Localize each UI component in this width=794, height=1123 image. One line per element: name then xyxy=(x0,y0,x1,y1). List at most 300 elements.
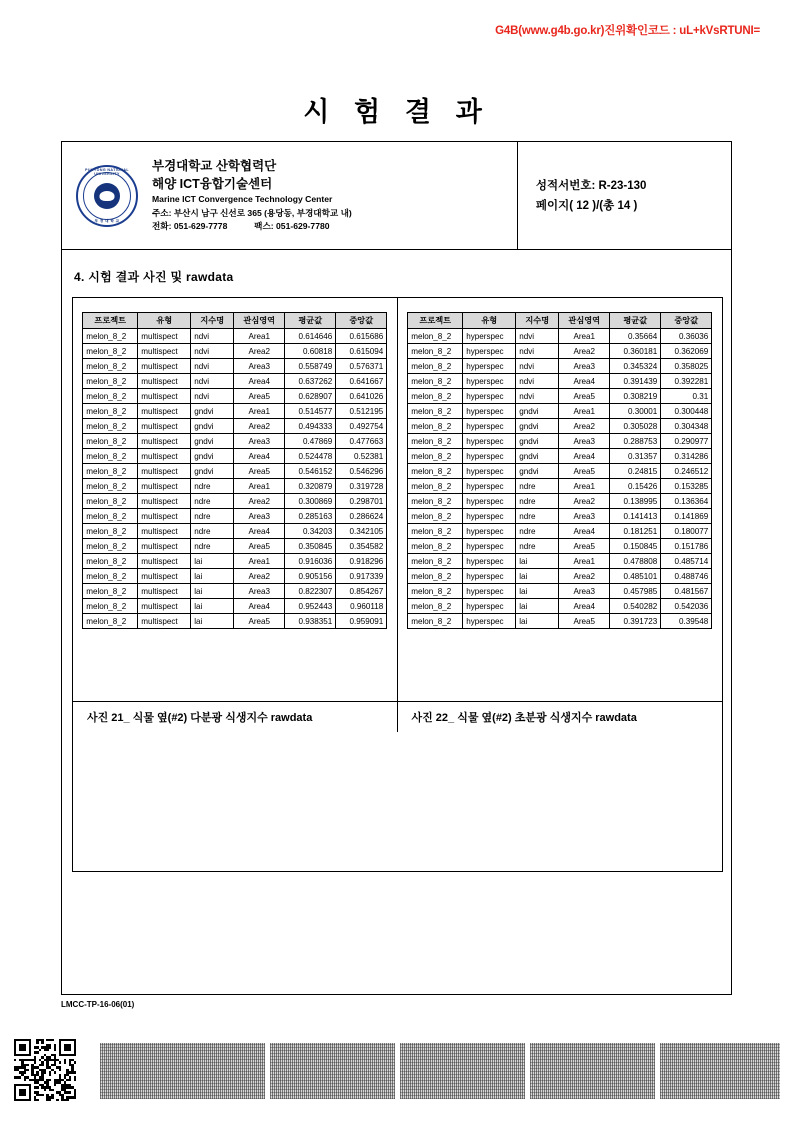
table-cell-type: hyperspec xyxy=(463,389,516,404)
org-name-line1: 부경대학교 산학협력단 xyxy=(152,159,277,174)
table-cell-area: Area5 xyxy=(234,614,285,629)
table-cell-area: Area1 xyxy=(559,404,610,419)
table-cell-proj: melon_8_2 xyxy=(408,464,463,479)
table-cell-type: hyperspec xyxy=(463,554,516,569)
table-cell-area: Area1 xyxy=(234,329,285,344)
table-cell-area: Area1 xyxy=(559,479,610,494)
table-cell-mean: 0.391723 xyxy=(610,614,661,629)
table-cell-area: Area3 xyxy=(559,584,610,599)
table-cell-proj: melon_8_2 xyxy=(408,524,463,539)
table-cell-med: 0.304348 xyxy=(661,419,712,434)
table-row xyxy=(408,404,712,419)
table-cell-area: Area1 xyxy=(234,404,285,419)
table-cell-proj: melon_8_2 xyxy=(408,329,463,344)
form-number: LMCC-TP-16-06(01) xyxy=(61,1000,135,1009)
organization-block xyxy=(62,142,517,249)
table-cell-med: 0.354582 xyxy=(336,539,387,554)
col-project: 프로젝트 xyxy=(83,313,138,329)
table-cell-idx: ndre xyxy=(516,509,559,524)
table-cell-mean: 0.952443 xyxy=(285,599,336,614)
table-cell-idx: ndre xyxy=(516,524,559,539)
table-cell-proj: melon_8_2 xyxy=(83,494,138,509)
table-cell-med: 0.342105 xyxy=(336,524,387,539)
col-roi: 관심영역 xyxy=(559,313,610,329)
table-cell-area: Area5 xyxy=(559,389,610,404)
table-cell-med: 0.286624 xyxy=(336,509,387,524)
table-cell-med: 0.39548 xyxy=(661,614,712,629)
table-cell-proj: melon_8_2 xyxy=(83,479,138,494)
table-cell-med: 0.298701 xyxy=(336,494,387,509)
empty-content-area xyxy=(73,732,722,872)
table-cell-med: 0.576371 xyxy=(336,359,387,374)
table-row xyxy=(408,599,712,614)
table-cell-idx: gndvi xyxy=(191,419,234,434)
table-cell-idx: ndvi xyxy=(191,344,234,359)
table-cell-area: Area4 xyxy=(234,524,285,539)
table-cell-idx: lai xyxy=(191,554,234,569)
table-cell-mean: 0.60818 xyxy=(285,344,336,359)
table-cell-mean: 0.514577 xyxy=(285,404,336,419)
table-cell-type: multispect xyxy=(138,524,191,539)
org-name-line2: 해양 ICT융합기술센터 xyxy=(152,176,273,191)
table-cell-proj: melon_8_2 xyxy=(83,539,138,554)
table-cell-area: Area1 xyxy=(559,329,610,344)
table-cell-mean: 0.15426 xyxy=(610,479,661,494)
table-cell-idx: gndvi xyxy=(516,434,559,449)
table-cell-proj: melon_8_2 xyxy=(408,614,463,629)
table-row xyxy=(408,374,712,389)
col-type: 유형 xyxy=(463,313,516,329)
table-cell-mean: 0.150845 xyxy=(610,539,661,554)
table-cell-med: 0.141869 xyxy=(661,509,712,524)
table-cell-type: multispect xyxy=(138,449,191,464)
table-cell-area: Area2 xyxy=(234,494,285,509)
table-cell-med: 0.31 xyxy=(661,389,712,404)
table-cell-proj: melon_8_2 xyxy=(408,554,463,569)
table-cell-med: 0.959091 xyxy=(336,614,387,629)
table-cell-med: 0.180077 xyxy=(661,524,712,539)
table-row xyxy=(83,464,387,479)
table-row xyxy=(408,449,712,464)
col-project: 프로젝트 xyxy=(408,313,463,329)
col-median: 중앙값 xyxy=(336,313,387,329)
table-cell-med: 0.151786 xyxy=(661,539,712,554)
table-cell-idx: ndvi xyxy=(191,359,234,374)
table-cell-proj: melon_8_2 xyxy=(83,569,138,584)
table-cell-area: Area4 xyxy=(559,449,610,464)
table-cell-idx: ndre xyxy=(191,494,234,509)
col-mean: 평균값 xyxy=(285,313,336,329)
table-cell-type: multispect xyxy=(138,569,191,584)
report-number-label: 성적서번호: xyxy=(535,179,596,192)
table-cell-mean: 0.360181 xyxy=(610,344,661,359)
table-cell-type: multispect xyxy=(138,419,191,434)
table-cell-proj: melon_8_2 xyxy=(408,374,463,389)
report-info-header xyxy=(62,142,731,250)
emblem-text-top: PUKYONG NATIONAL UNIVERSITY xyxy=(85,167,129,176)
table-cell-proj: melon_8_2 xyxy=(408,389,463,404)
table-cell-mean: 0.485101 xyxy=(610,569,661,584)
table-cell-proj: melon_8_2 xyxy=(83,614,138,629)
table-cell-med: 0.314286 xyxy=(661,449,712,464)
table-row xyxy=(408,344,712,359)
table-row xyxy=(408,494,712,509)
table-cell-idx: ndvi xyxy=(516,359,559,374)
security-pattern-strip-1 xyxy=(100,1043,265,1099)
table-header-row xyxy=(83,313,387,329)
table-row xyxy=(408,389,712,404)
table-cell-type: hyperspec xyxy=(463,419,516,434)
table-row xyxy=(408,569,712,584)
table-cell-type: hyperspec xyxy=(463,509,516,524)
table-cell-proj: melon_8_2 xyxy=(83,359,138,374)
table-cell-mean: 0.285163 xyxy=(285,509,336,524)
table-row xyxy=(83,584,387,599)
table-cell-idx: ndre xyxy=(191,539,234,554)
table-cell-proj: melon_8_2 xyxy=(83,404,138,419)
table-cell-type: hyperspec xyxy=(463,344,516,359)
table-cell-area: Area2 xyxy=(234,569,285,584)
table-row xyxy=(408,359,712,374)
table-cell-area: Area4 xyxy=(234,374,285,389)
table-cell-mean: 0.524478 xyxy=(285,449,336,464)
table-cell-proj: melon_8_2 xyxy=(83,389,138,404)
table-cell-mean: 0.558749 xyxy=(285,359,336,374)
page-label: 페이지( xyxy=(535,199,574,212)
table-cell-med: 0.319728 xyxy=(336,479,387,494)
table-cell-type: hyperspec xyxy=(463,539,516,554)
page-total: 14 xyxy=(617,199,631,212)
right-table-caption: 사진 22_ 식물 옆(#2) 초분광 식생지수 rawdata xyxy=(411,712,637,724)
table-row xyxy=(83,449,387,464)
table-cell-type: multispect xyxy=(138,509,191,524)
table-cell-idx: ndvi xyxy=(191,374,234,389)
table-cell-proj: melon_8_2 xyxy=(408,494,463,509)
table-cell-med: 0.512195 xyxy=(336,404,387,419)
table-cell-idx: ndre xyxy=(516,494,559,509)
org-phone: 전화: 051-629-7778 xyxy=(152,221,228,232)
table-cell-area: Area2 xyxy=(559,494,610,509)
table-cell-type: multispect xyxy=(138,584,191,599)
table-cell-med: 0.362069 xyxy=(661,344,712,359)
table-cell-med: 0.615686 xyxy=(336,329,387,344)
table-row xyxy=(83,614,387,629)
table-cell-type: hyperspec xyxy=(463,329,516,344)
page-title: 시 험 결 과 xyxy=(303,97,491,127)
col-roi: 관심영역 xyxy=(234,313,285,329)
table-cell-idx: gndvi xyxy=(516,419,559,434)
security-pattern-strip-2 xyxy=(270,1043,395,1099)
table-cell-idx: ndvi xyxy=(516,344,559,359)
table-row xyxy=(408,509,712,524)
table-cell-area: Area4 xyxy=(559,374,610,389)
org-fax: 팩스: 051-629-7780 xyxy=(254,221,330,232)
table-cell-idx: lai xyxy=(191,614,234,629)
table-cell-proj: melon_8_2 xyxy=(83,554,138,569)
table-cell-mean: 0.938351 xyxy=(285,614,336,629)
table-cell-mean: 0.288753 xyxy=(610,434,661,449)
table-cell-mean: 0.391439 xyxy=(610,374,661,389)
table-cell-mean: 0.24815 xyxy=(610,464,661,479)
page-end: ) xyxy=(633,199,638,212)
table-row xyxy=(408,614,712,629)
table-row xyxy=(83,359,387,374)
table-cell-mean: 0.822307 xyxy=(285,584,336,599)
table-cell-idx: ndre xyxy=(191,509,234,524)
table-cell-area: Area1 xyxy=(234,554,285,569)
table-cell-area: Area2 xyxy=(559,344,610,359)
org-address: 주소: 부산시 남구 신선로 365 (용당동, 부경대학교 내) xyxy=(152,207,352,218)
table-cell-proj: melon_8_2 xyxy=(83,374,138,389)
table-cell-med: 0.492754 xyxy=(336,419,387,434)
table-cell-proj: melon_8_2 xyxy=(408,569,463,584)
table-cell-idx: gndvi xyxy=(191,434,234,449)
table-cell-med: 0.52381 xyxy=(336,449,387,464)
table-row xyxy=(83,599,387,614)
table-cell-idx: ndvi xyxy=(191,329,234,344)
hyperspectral-rawdata-table xyxy=(407,312,712,629)
table-cell-area: Area3 xyxy=(559,509,610,524)
table-cell-idx: ndre xyxy=(516,479,559,494)
table-cell-proj: melon_8_2 xyxy=(83,524,138,539)
table-row xyxy=(83,509,387,524)
table-row xyxy=(83,419,387,434)
table-cell-proj: melon_8_2 xyxy=(83,599,138,614)
multispectral-rawdata-table xyxy=(82,312,387,629)
table-cell-type: multispect xyxy=(138,479,191,494)
report-number-value: R-23-130 xyxy=(598,179,647,192)
table-cell-idx: ndre xyxy=(191,479,234,494)
table-cell-mean: 0.47869 xyxy=(285,434,336,449)
table-cell-med: 0.488746 xyxy=(661,569,712,584)
table-cell-mean: 0.30001 xyxy=(610,404,661,419)
table-cell-area: Area5 xyxy=(234,389,285,404)
table-row xyxy=(408,464,712,479)
table-cell-type: hyperspec xyxy=(463,404,516,419)
table-cell-mean: 0.35664 xyxy=(610,329,661,344)
section-heading: 4. 시험 결과 사진 및 rawdata xyxy=(74,270,234,284)
table-cell-mean: 0.308219 xyxy=(610,389,661,404)
table-cell-type: multispect xyxy=(138,464,191,479)
table-cell-mean: 0.916036 xyxy=(285,554,336,569)
table-cell-idx: ndvi xyxy=(516,389,559,404)
table-cell-area: Area5 xyxy=(559,464,610,479)
table-cell-type: hyperspec xyxy=(463,584,516,599)
table-cell-type: hyperspec xyxy=(463,569,516,584)
security-pattern-strip-5 xyxy=(660,1043,780,1099)
table-cell-type: multispect xyxy=(138,404,191,419)
table-cell-type: hyperspec xyxy=(463,464,516,479)
table-cell-mean: 0.305028 xyxy=(610,419,661,434)
table-cell-med: 0.358025 xyxy=(661,359,712,374)
col-index: 지수명 xyxy=(516,313,559,329)
table-cell-type: hyperspec xyxy=(463,524,516,539)
table-cell-idx: ndre xyxy=(191,524,234,539)
table-cell-mean: 0.905156 xyxy=(285,569,336,584)
table-row xyxy=(408,524,712,539)
table-cell-proj: melon_8_2 xyxy=(83,509,138,524)
table-cell-type: multispect xyxy=(138,329,191,344)
results-content-box xyxy=(72,297,723,872)
table-row xyxy=(408,584,712,599)
table-cell-type: hyperspec xyxy=(463,599,516,614)
page-separator: )/(총 xyxy=(592,199,615,212)
table-cell-idx: ndvi xyxy=(516,374,559,389)
table-cell-proj: melon_8_2 xyxy=(83,434,138,449)
table-cell-mean: 0.478808 xyxy=(610,554,661,569)
table-cell-idx: lai xyxy=(191,569,234,584)
table-cell-area: Area1 xyxy=(234,479,285,494)
table-cell-area: Area3 xyxy=(234,509,285,524)
table-cell-area: Area3 xyxy=(559,359,610,374)
table-cell-proj: melon_8_2 xyxy=(83,464,138,479)
table-cell-idx: lai xyxy=(191,584,234,599)
table-cell-area: Area4 xyxy=(559,599,610,614)
table-cell-area: Area2 xyxy=(234,419,285,434)
table-cell-med: 0.542036 xyxy=(661,599,712,614)
table-cell-med: 0.960118 xyxy=(336,599,387,614)
table-cell-proj: melon_8_2 xyxy=(83,344,138,359)
table-cell-mean: 0.34203 xyxy=(285,524,336,539)
table-cell-med: 0.641667 xyxy=(336,374,387,389)
table-cell-type: hyperspec xyxy=(463,479,516,494)
table-cell-proj: melon_8_2 xyxy=(408,479,463,494)
table-cell-idx: lai xyxy=(516,614,559,629)
table-cell-med: 0.36036 xyxy=(661,329,712,344)
table-cell-med: 0.290977 xyxy=(661,434,712,449)
university-emblem-icon xyxy=(76,165,138,227)
table-row xyxy=(408,554,712,569)
table-cell-mean: 0.141413 xyxy=(610,509,661,524)
table-row xyxy=(83,374,387,389)
table-header-row xyxy=(408,313,712,329)
table-row xyxy=(83,569,387,584)
table-cell-proj: melon_8_2 xyxy=(408,509,463,524)
table-cell-mean: 0.540282 xyxy=(610,599,661,614)
table-cell-med: 0.246512 xyxy=(661,464,712,479)
table-cell-proj: melon_8_2 xyxy=(408,449,463,464)
table-cell-mean: 0.320879 xyxy=(285,479,336,494)
table-row xyxy=(408,539,712,554)
table-cell-type: multispect xyxy=(138,344,191,359)
table-cell-area: Area5 xyxy=(234,464,285,479)
table-row xyxy=(408,419,712,434)
table-cell-idx: lai xyxy=(516,599,559,614)
table-cell-idx: lai xyxy=(191,599,234,614)
right-table-cell xyxy=(398,298,723,701)
table-cell-proj: melon_8_2 xyxy=(408,599,463,614)
table-row xyxy=(83,494,387,509)
table-cell-type: hyperspec xyxy=(463,434,516,449)
table-cell-type: multispect xyxy=(138,554,191,569)
table-cell-type: multispect xyxy=(138,389,191,404)
table-cell-idx: lai xyxy=(516,569,559,584)
table-cell-idx: gndvi xyxy=(191,404,234,419)
table-cell-mean: 0.637262 xyxy=(285,374,336,389)
table-cell-med: 0.641026 xyxy=(336,389,387,404)
table-cell-mean: 0.614646 xyxy=(285,329,336,344)
table-cell-area: Area3 xyxy=(234,584,285,599)
table-cell-area: Area5 xyxy=(234,539,285,554)
table-cell-med: 0.477663 xyxy=(336,434,387,449)
table-cell-area: Area1 xyxy=(559,554,610,569)
table-cell-type: multispect xyxy=(138,494,191,509)
table-cell-type: multispect xyxy=(138,599,191,614)
col-index: 지수명 xyxy=(191,313,234,329)
table-cell-type: hyperspec xyxy=(463,374,516,389)
table-cell-med: 0.918296 xyxy=(336,554,387,569)
table-cell-area: Area3 xyxy=(559,434,610,449)
table-cell-proj: melon_8_2 xyxy=(408,434,463,449)
table-cell-idx: gndvi xyxy=(516,449,559,464)
report-frame xyxy=(61,141,732,995)
table-cell-mean: 0.31357 xyxy=(610,449,661,464)
table-cell-idx: gndvi xyxy=(191,464,234,479)
report-meta-block xyxy=(517,142,731,249)
table-cell-med: 0.136364 xyxy=(661,494,712,509)
table-cell-med: 0.300448 xyxy=(661,404,712,419)
table-cell-proj: melon_8_2 xyxy=(408,344,463,359)
col-median: 중앙값 xyxy=(661,313,712,329)
table-cell-area: Area3 xyxy=(234,359,285,374)
table-cell-mean: 0.546152 xyxy=(285,464,336,479)
emblem-text-bottom: 부 경 대 학 교 xyxy=(94,218,120,223)
table-cell-idx: ndvi xyxy=(191,389,234,404)
table-cell-idx: ndvi xyxy=(516,329,559,344)
table-cell-proj: melon_8_2 xyxy=(408,404,463,419)
table-row xyxy=(83,344,387,359)
table-cell-area: Area4 xyxy=(234,449,285,464)
table-row xyxy=(408,479,712,494)
table-cell-med: 0.917339 xyxy=(336,569,387,584)
verification-code: G4B(www.g4b.go.kr)진위확인코드 : uL+kVsRTUNI= xyxy=(495,25,760,37)
table-cell-idx: ndre xyxy=(516,539,559,554)
table-cell-type: hyperspec xyxy=(463,494,516,509)
left-table-caption: 사진 21_ 식물 옆(#2) 다분광 식생지수 rawdata xyxy=(73,702,398,732)
table-cell-mean: 0.457985 xyxy=(610,584,661,599)
table-cell-idx: lai xyxy=(516,554,559,569)
table-cell-area: Area2 xyxy=(559,569,610,584)
table-cell-mean: 0.350845 xyxy=(285,539,336,554)
table-cell-area: Area4 xyxy=(559,524,610,539)
table-row xyxy=(408,434,712,449)
table-cell-type: multispect xyxy=(138,374,191,389)
table-cell-med: 0.392281 xyxy=(661,374,712,389)
org-name-english: Marine ICT Convergence Technology Center xyxy=(152,194,333,205)
col-mean: 평균값 xyxy=(610,313,661,329)
table-cell-mean: 0.138995 xyxy=(610,494,661,509)
table-row xyxy=(83,554,387,569)
table-cell-proj: melon_8_2 xyxy=(83,329,138,344)
table-cell-area: Area3 xyxy=(234,434,285,449)
table-row xyxy=(83,539,387,554)
table-cell-type: hyperspec xyxy=(463,449,516,464)
table-cell-area: Area4 xyxy=(234,599,285,614)
security-pattern-strip-3 xyxy=(400,1043,525,1099)
table-cell-area: Area2 xyxy=(559,419,610,434)
table-cell-proj: melon_8_2 xyxy=(83,449,138,464)
page-current: 12 xyxy=(576,199,590,212)
left-table-cell xyxy=(73,298,398,701)
table-cell-idx: lai xyxy=(516,584,559,599)
col-type: 유형 xyxy=(138,313,191,329)
table-cell-proj: melon_8_2 xyxy=(408,419,463,434)
table-row xyxy=(83,389,387,404)
table-cell-area: Area2 xyxy=(234,344,285,359)
table-cell-med: 0.153285 xyxy=(661,479,712,494)
table-cell-idx: gndvi xyxy=(191,449,234,464)
table-cell-med: 0.481567 xyxy=(661,584,712,599)
